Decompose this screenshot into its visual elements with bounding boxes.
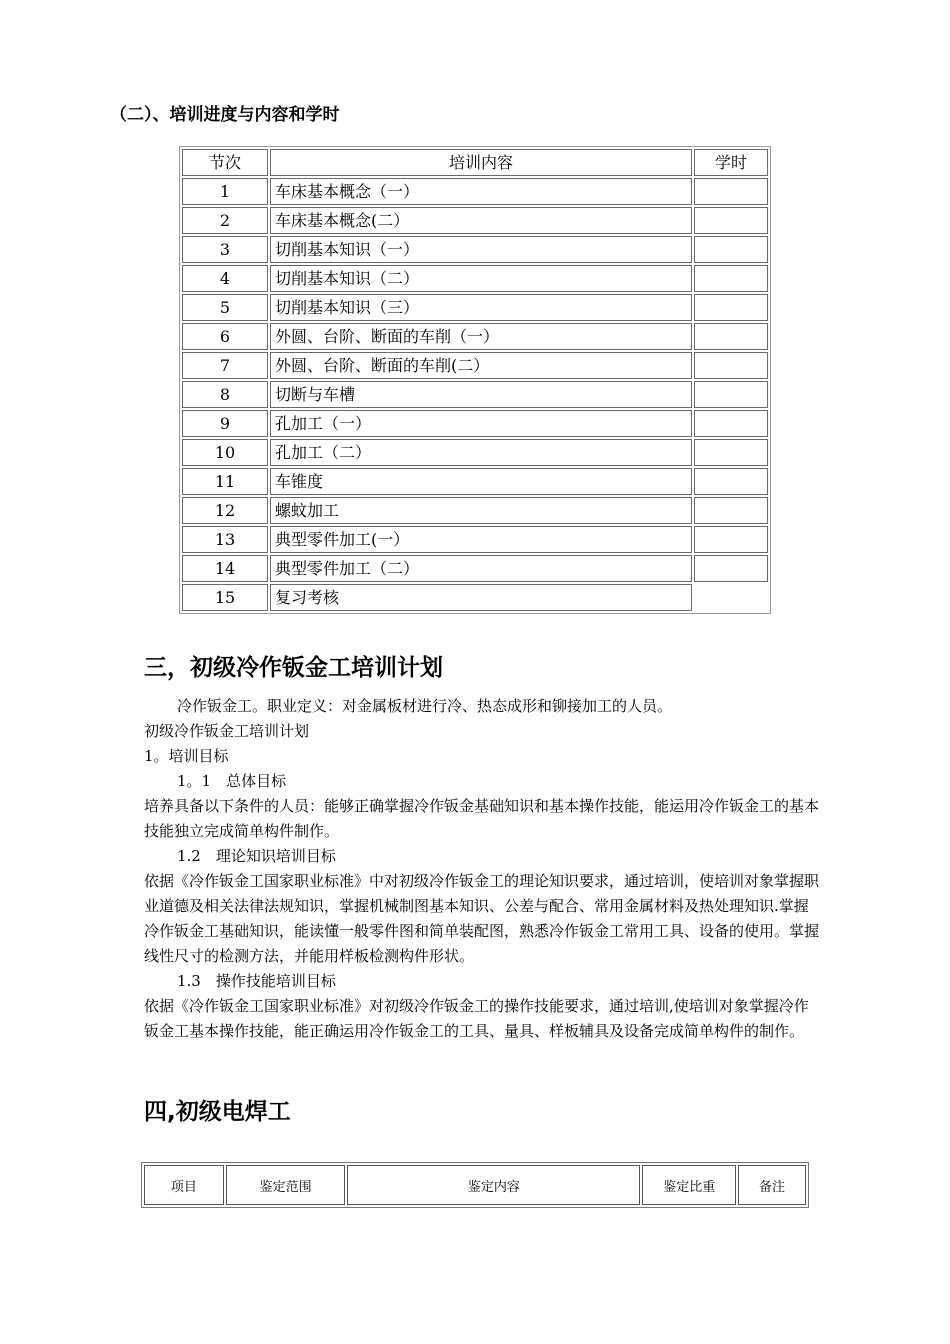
row-hours: [694, 555, 768, 582]
goal-title: 1。培训目标: [144, 747, 229, 765]
row-hours: [694, 352, 768, 379]
table-header-row: [144, 1165, 806, 1205]
row-num: 13: [182, 526, 268, 553]
table-row: [182, 439, 768, 466]
table-row: [182, 352, 768, 379]
eval-header-weight: 鉴定比重: [642, 1165, 736, 1205]
row-hours: [694, 526, 768, 553]
row-hours: [694, 439, 768, 466]
table-row: [182, 265, 768, 292]
section-heading-schedule: （二）、培训进度与内容和学时: [110, 105, 340, 125]
row-num: 11: [182, 468, 268, 495]
row-content: 切削基本知识（三）: [270, 294, 692, 321]
row-num: 8: [182, 381, 268, 408]
schedule-table: [179, 146, 771, 614]
row-hours: [694, 584, 768, 611]
section-heading-sheet-metal: 三，初级冷作钣金工培训计划: [144, 655, 443, 681]
table-row: [182, 468, 768, 495]
row-hours: [694, 207, 768, 234]
goal-1-1-title: 1。1 总体目标: [177, 772, 287, 790]
row-content: 复习考核: [270, 584, 692, 611]
row-num: 3: [182, 236, 268, 263]
row-num: 4: [182, 265, 268, 292]
definition-text: 冷作钣金工。职业定义：对金属板材进行冷、热态成形和铆接加工的人员。: [177, 697, 673, 715]
row-hours: [694, 294, 768, 321]
row-hours: [694, 497, 768, 524]
row-num: 6: [182, 323, 268, 350]
row-num: 14: [182, 555, 268, 582]
goal-1-1-text: 培养具备以下条件的人员：能够正确掌握冷作钣金基础知识和基本操作技能，能运用冷作钣金工的基本技能独立完成简单构件制作。: [144, 797, 820, 840]
row-hours: [694, 323, 768, 350]
row-content: 切断与车槽: [270, 381, 692, 408]
evaluation-table: [141, 1162, 809, 1208]
table-row: [182, 410, 768, 437]
row-content: 孔加工（二）: [270, 439, 692, 466]
row-content: 车床基本概念（一）: [270, 178, 692, 205]
header-num: 节次: [182, 149, 268, 176]
goal-1-2-text: 依据《冷作钣金工国家职业标准》中对初级冷作钣金工的理论知识要求，通过培训，使培训对象掌握职业道德及相关法律法规知识，掌握机械制图基本知识、公差与配合、常用金属材料及热处理知识.掌握冷作钣金工基础知识，能读懂一般零件图和简单装配图，熟悉冷作钣金工常用工具、设备的使用。掌握线性尺寸的检测方法，并能用样板检测构件形状。: [144, 872, 820, 965]
table-row: [182, 584, 768, 611]
eval-header-scope: 鉴定范围: [226, 1165, 346, 1205]
row-num: 2: [182, 207, 268, 234]
row-num: 7: [182, 352, 268, 379]
header-hours: 学时: [694, 149, 768, 176]
row-content: 切削基本知识（一）: [270, 236, 692, 263]
table-row: [182, 497, 768, 524]
row-content: 外圆、台阶、断面的车削(二）: [270, 352, 692, 379]
row-hours: [694, 468, 768, 495]
row-content: 车锥度: [270, 468, 692, 495]
table-row: [182, 381, 768, 408]
table-row: [182, 526, 768, 553]
row-hours: [694, 265, 768, 292]
row-content: 切削基本知识（二）: [270, 265, 692, 292]
row-hours: [694, 178, 768, 205]
row-content: 螺蚊加工: [270, 497, 692, 524]
row-num: 9: [182, 410, 268, 437]
row-content: 典型零件加工（二）: [270, 555, 692, 582]
row-content: 车床基本概念(二）: [270, 207, 692, 234]
row-hours: [694, 410, 768, 437]
header-content: 培训内容: [270, 149, 692, 176]
table-row: [182, 207, 768, 234]
eval-header-item: 项目: [144, 1165, 224, 1205]
goal-1-3-title: 1.3 操作技能培训目标: [177, 972, 336, 990]
goal-1-3-text: 依据《冷作钣金工国家职业标准》对初级冷作钣金工的操作技能要求，通过培训,使培训对象掌握冷作钣金工基本操作技能，能正确运用冷作钣金工的工具、量具、样板辅具及设备完成简单构件的制作。: [144, 997, 809, 1040]
row-num: 12: [182, 497, 268, 524]
row-num: 10: [182, 439, 268, 466]
row-num: 5: [182, 294, 268, 321]
eval-header-remark: 备注: [738, 1165, 806, 1205]
table-row: [182, 323, 768, 350]
table-row: [182, 294, 768, 321]
table-header-row: [182, 149, 768, 176]
row-hours: [694, 381, 768, 408]
row-hours: [694, 236, 768, 263]
plan-title: 初级冷作钣金工培训计划: [144, 722, 310, 740]
goal-1-2-title: 1.2 理论知识培训目标: [177, 847, 336, 865]
table-row: [182, 555, 768, 582]
eval-header-content: 鉴定内容: [347, 1165, 640, 1205]
row-content: 孔加工（一）: [270, 410, 692, 437]
row-num: 15: [182, 584, 268, 611]
section-heading-welder: 四,初级电焊工: [144, 1099, 291, 1125]
table-row: [182, 236, 768, 263]
row-content: 外圆、台阶、断面的车削（一）: [270, 323, 692, 350]
row-content: 典型零件加工(一）: [270, 526, 692, 553]
row-num: 1: [182, 178, 268, 205]
table-row: [182, 178, 768, 205]
